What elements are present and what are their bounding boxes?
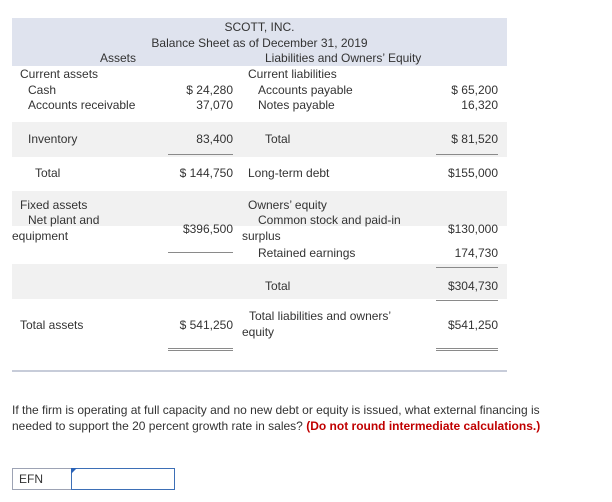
net-plant-label-line2: equipment (12, 229, 69, 243)
accounts-receivable-label: Accounts receivable (28, 98, 136, 112)
current-liabilities-underline (436, 154, 498, 155)
net-plant-label: Net plant and (28, 213, 100, 227)
accounts-receivable-value: 37,070 (196, 98, 233, 112)
total-liabilities-equity-label-line2: equity (242, 325, 275, 339)
retained-earnings-value: 174,730 (454, 246, 498, 260)
total-le-double-underline (436, 348, 498, 351)
equity-total-underline (436, 300, 498, 301)
current-assets-total-value: $ 144,750 (179, 166, 233, 180)
assets-heading: Assets (100, 51, 137, 65)
cash-label: Cash (28, 83, 57, 97)
total-liabilities-equity-value: $541,250 (447, 318, 498, 332)
efn-answer-row (12, 468, 162, 490)
net-plant-value: $396,500 (182, 222, 233, 236)
accounts-payable-value: $ 65,200 (451, 83, 498, 97)
current-liabilities-total-value: $ 81,520 (451, 132, 498, 146)
current-assets-total-label: Total (35, 166, 61, 180)
cash-value: $ 24,280 (186, 83, 233, 97)
input-flag-icon (71, 468, 77, 474)
current-assets-underline (168, 154, 233, 155)
company-name: SCOTT, INC. (224, 20, 295, 34)
liabilities-heading: Liabilities and Owners’ Equity (265, 51, 422, 65)
question-note: (Do not round intermediate calculations.) (306, 419, 541, 433)
total-assets-label: Total assets (20, 318, 84, 332)
equity-total-label: Total (265, 279, 291, 293)
equity-total-value: $304,730 (447, 279, 498, 293)
current-liabilities-label: Current liabilities (248, 67, 337, 81)
question-body: If the firm is operating at full capacity and no new debt or equity is issued, what external financing is needed to support the 20 percent growth rate in sales? (12, 403, 540, 433)
total-assets-double-underline (168, 348, 233, 351)
question-text (12, 402, 572, 434)
long-term-debt-value: $155,000 (447, 166, 498, 180)
retained-earnings-label: Retained earnings (258, 246, 356, 260)
current-assets-label: Current assets (20, 67, 99, 81)
fixed-assets-label: Fixed assets (20, 198, 88, 212)
efn-input[interactable] (71, 468, 175, 490)
common-stock-label-line2: surplus (242, 229, 281, 243)
current-liabilities-total-label: Total (265, 132, 291, 146)
total-assets-value: $ 541,250 (179, 318, 233, 332)
common-stock-value: $130,000 (447, 222, 498, 236)
notes-payable-value: 16,320 (461, 98, 498, 112)
inventory-value: 83,400 (196, 132, 233, 146)
notes-payable-label: Notes payable (258, 98, 335, 112)
efn-label: EFN (19, 472, 43, 486)
common-stock-label: Common stock and paid-in (258, 213, 401, 227)
owners-equity-label: Owners’ equity (248, 198, 327, 212)
accounts-payable-label: Accounts payable (258, 83, 353, 97)
inventory-label: Inventory (28, 132, 78, 146)
long-term-debt-label: Long-term debt (248, 166, 330, 180)
equity-underline (436, 267, 498, 268)
statement-title: Balance Sheet as of December 31, 2019 (151, 36, 368, 50)
fixed-assets-underline (168, 252, 233, 253)
total-liabilities-equity-label: Total liabilities and owners’ (249, 309, 392, 323)
